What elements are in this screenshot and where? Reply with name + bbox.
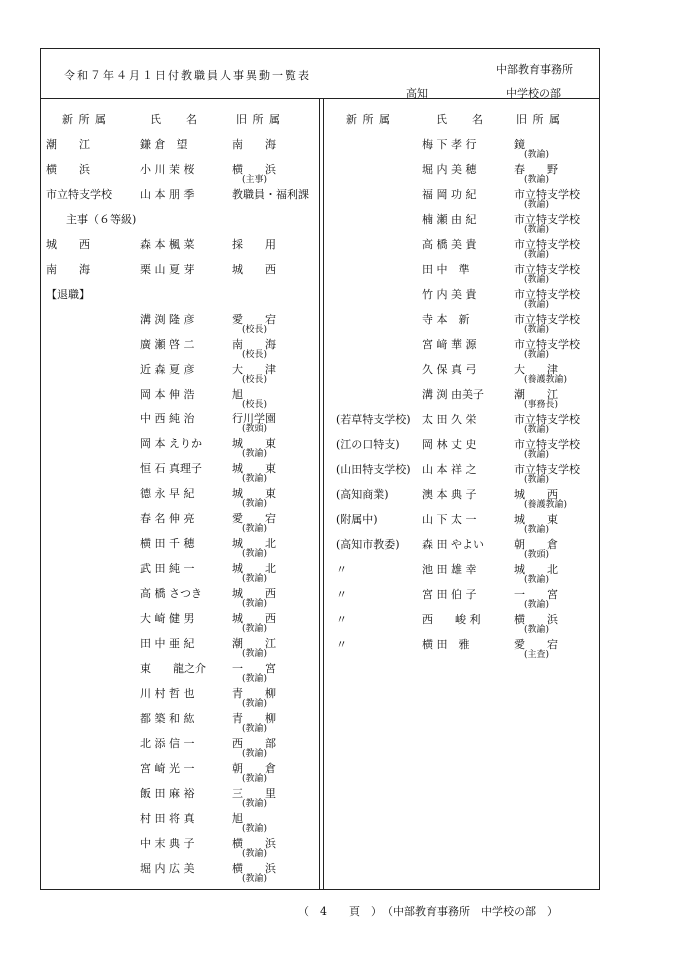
old-affiliation: 市立特支学校 [514, 313, 580, 326]
old-position: (教諭) [242, 599, 268, 610]
old-affiliation: 青 柳 [232, 686, 276, 700]
person-name: 中 末 典 子 [140, 836, 195, 850]
person-name: 溝 渕 隆 彦 [140, 312, 195, 326]
old-affiliation: 市立特支学校 [514, 438, 580, 451]
old-affiliation: 市立特支学校 [514, 188, 580, 201]
old-affiliation: 市立特支学校 [514, 338, 580, 351]
old-affiliation: 横 浜 [232, 861, 276, 875]
person-name: 恒 石 真理子 [140, 462, 202, 476]
new-affiliation: (附属中) [336, 513, 378, 526]
old-affiliation: 城 北 [232, 537, 276, 551]
person-name: 太 田 久 栄 [422, 413, 477, 426]
person-name: 大 崎 健 男 [140, 612, 195, 626]
old-position: (教諭) [242, 673, 268, 684]
old-affiliation: 採 用 [232, 237, 276, 251]
old-affiliation: 潮 江 [514, 388, 558, 401]
new-affiliation: 南 海 [46, 262, 90, 276]
old-affiliation: 潮 江 [232, 637, 276, 650]
person-name: 鎌 倉 望 [140, 138, 188, 151]
old-position: (主査) [524, 650, 550, 660]
new-affiliation: (高知商業) [336, 488, 389, 501]
old-affiliation: 青 柳 [232, 711, 276, 725]
old-affiliation: 城 西 [232, 587, 276, 601]
old-position: (教諭) [242, 624, 268, 635]
old-affiliation: 朝 倉 [232, 761, 276, 775]
person-name: 堀 内 広 美 [140, 861, 195, 875]
person-name: 北 添 信 一 [140, 736, 195, 750]
region-name: 高知 [406, 87, 428, 100]
new-affiliation: 横 浜 [46, 162, 90, 176]
old-affiliation: 大 津 [232, 362, 276, 376]
section-name: 中学校の部 [506, 87, 561, 100]
person-name: 澳 本 典 子 [422, 488, 477, 501]
column-divider-left [319, 98, 320, 890]
person-name: 山 本 祥 之 [422, 463, 477, 476]
old-position: (事務長) [524, 400, 559, 410]
old-position: (教諭) [242, 549, 268, 560]
person-name: 飯 田 麻 裕 [140, 786, 195, 800]
old-position: (教諭) [242, 524, 268, 535]
new-affiliation: 城 西 [46, 237, 90, 251]
old-affiliation: 市立特支学校 [514, 288, 580, 301]
old-position: (教諭) [242, 773, 268, 784]
old-position: (教諭) [524, 350, 550, 360]
old-position: (教諭) [524, 475, 550, 485]
old-affiliation: 市立特支学校 [514, 238, 580, 251]
person-name: 宮 田 伯 子 [422, 588, 477, 601]
old-affiliation: 三 里 [232, 786, 276, 800]
old-position: (教諭) [242, 574, 268, 585]
new-affiliation: 〃 [336, 563, 347, 576]
person-name: 近 森 夏 彦 [140, 362, 195, 376]
old-position: (教諭) [242, 499, 268, 510]
old-affiliation: 鏡 [514, 138, 525, 151]
old-position: (教諭) [242, 823, 268, 834]
new-affiliation: 〃 [336, 588, 347, 601]
old-position: (教諭) [524, 525, 550, 535]
person-name: 西 峻 利 [422, 613, 481, 626]
old-position: (教諭) [242, 474, 268, 485]
new-affiliation: (高知市教委) [336, 538, 400, 551]
person-name: 森 田 やよい [422, 538, 484, 551]
person-name: 武 田 純 一 [140, 562, 195, 576]
new-affiliation: 〃 [336, 638, 347, 651]
old-position: (教諭) [242, 798, 268, 809]
old-affiliation: 城 西 [232, 262, 276, 276]
old-affiliation: 城 東 [232, 462, 276, 476]
person-name: 東 龍之介 [140, 661, 206, 675]
right-header-old: 旧 所 属 [516, 113, 561, 126]
old-position: (主事) [242, 174, 268, 185]
new-affiliation: 主事（６等級) [66, 212, 137, 226]
old-affiliation: 大 津 [514, 363, 558, 376]
person-name: 栗 山 夏 芽 [140, 262, 195, 276]
person-name: 久 保 真 弓 [422, 363, 477, 376]
person-name: 中 西 純 治 [140, 412, 195, 426]
old-affiliation: 城 北 [232, 562, 276, 576]
old-affiliation: 城 北 [514, 563, 558, 576]
old-affiliation: 南 海 [232, 138, 276, 151]
old-position: (養護教諭) [524, 375, 568, 385]
person-name: 都 築 和 紘 [140, 711, 195, 725]
person-name: 堀 内 美 穂 [422, 163, 477, 176]
old-position: (教諭) [524, 450, 550, 460]
old-position: (教諭) [524, 275, 550, 285]
person-name: 森 本 楓 菜 [140, 237, 195, 251]
column-divider-right [323, 98, 324, 890]
old-position: (教諭) [242, 723, 268, 734]
old-affiliation: 横 浜 [232, 836, 276, 850]
person-name: 竹 内 美 貴 [422, 288, 477, 301]
old-position: (教諭) [242, 449, 268, 460]
old-position: (教諭) [242, 748, 268, 759]
person-name: 廣 瀬 啓 二 [140, 337, 195, 351]
person-name: 岡 本 伸 浩 [140, 387, 195, 401]
person-name: 寺 本 新 [422, 313, 470, 326]
old-position: (教諭) [524, 575, 550, 585]
page-footer: （ 4 頁 ） （中部教育事務所 中学校の部 ） [298, 905, 558, 918]
old-position: (教頭) [242, 424, 268, 435]
old-affiliation: 西 部 [232, 736, 276, 750]
person-name: 宮 﨑 華 源 [422, 338, 477, 351]
old-position: (教諭) [524, 325, 550, 335]
new-affiliation: 潮 江 [46, 138, 90, 151]
old-affiliation: 城 西 [514, 488, 558, 501]
old-position: (教諭) [524, 425, 550, 435]
right-header-name: 氏 名 [436, 113, 484, 126]
person-name: 岡 本 えりか [140, 437, 202, 451]
office-name: 中部教育事務所 [496, 63, 573, 76]
old-position: (教頭) [524, 550, 550, 560]
person-name: 岡 林 丈 史 [422, 438, 477, 451]
new-affiliation: (山田特支学校) [336, 463, 411, 476]
old-affiliation: 市立特支学校 [514, 263, 580, 276]
old-affiliation: 愛 宕 [232, 312, 276, 326]
person-name: 小 川 茉 桜 [140, 162, 195, 176]
person-name: 川 村 哲 也 [140, 686, 195, 700]
old-affiliation: 旭 [232, 811, 243, 825]
new-affiliation: 【退職】 [46, 287, 90, 301]
old-position: (教諭) [242, 873, 268, 884]
new-affiliation: (江の口特支) [336, 438, 400, 451]
old-position: (養護教諭) [524, 500, 568, 510]
old-position: (校長) [242, 374, 268, 385]
person-name: 楠 瀬 由 紀 [422, 213, 477, 226]
old-affiliation: 城 東 [232, 437, 276, 451]
person-name: 高 橋 美 貴 [422, 238, 477, 251]
person-name: 山 本 朋 季 [140, 187, 195, 201]
old-position: (教諭) [524, 625, 550, 635]
person-name: 德 永 早 紀 [140, 487, 195, 501]
person-name: 春 名 伸 亮 [140, 512, 195, 526]
old-affiliation: 市立特支学校 [514, 413, 580, 426]
old-position: (校長) [242, 399, 268, 410]
old-affiliation: 旭 [232, 387, 243, 401]
person-name: 村 田 将 真 [140, 811, 195, 825]
old-affiliation: 愛 宕 [232, 512, 276, 526]
person-name: 横 田 雅 [422, 638, 470, 651]
person-name: 福 岡 功 紀 [422, 188, 477, 201]
old-position: (教諭) [242, 649, 268, 659]
person-name: 田 中 亜 紀 [140, 637, 195, 650]
left-header-old: 旧 所 属 [236, 113, 281, 126]
new-affiliation: 〃 [336, 613, 347, 626]
right-header-new: 新 所 属 [346, 113, 391, 126]
old-position: (教諭) [524, 175, 550, 185]
person-name: 山 下 太 一 [422, 513, 477, 526]
old-affiliation: 市立特支学校 [514, 213, 580, 226]
left-header-new: 新 所 属 [62, 113, 107, 126]
new-affiliation: (若草特支学校) [336, 413, 411, 426]
left-header-name: 氏 名 [150, 113, 198, 126]
old-affiliation: 横 浜 [514, 613, 558, 626]
page-title: 令和７年４月１日付教職員人事異動一覧表 [64, 69, 311, 82]
old-affiliation: 城 東 [514, 513, 558, 526]
old-affiliation: 春 野 [514, 163, 558, 176]
old-position: (校長) [242, 324, 268, 335]
old-affiliation: 愛 宕 [514, 638, 558, 651]
old-affiliation: 一 宮 [232, 661, 276, 675]
old-position: (教諭) [242, 848, 268, 859]
old-affiliation: 南 海 [232, 337, 276, 351]
old-position: (教諭) [524, 600, 550, 610]
old-position: (教諭) [524, 300, 550, 310]
person-name: 宮 崎 光 一 [140, 761, 195, 775]
person-name: 溝 渕 由美子 [422, 388, 484, 401]
old-position: (教諭) [524, 250, 550, 260]
old-affiliation: 横 浜 [232, 162, 276, 176]
old-position: (教諭) [524, 150, 550, 160]
old-affiliation: 城 東 [232, 487, 276, 501]
old-position: (教諭) [524, 200, 550, 210]
person-name: 梅 下 孝 行 [422, 138, 477, 151]
person-name: 高 橋 さつき [140, 587, 202, 601]
old-affiliation: 教職員・福利課 [232, 187, 309, 201]
old-affiliation: 一 宮 [514, 588, 558, 601]
old-position: (教諭) [524, 225, 550, 235]
person-name: 田 中 準 [422, 263, 470, 276]
old-position: (教諭) [242, 698, 268, 709]
old-affiliation: 朝 倉 [514, 538, 558, 551]
old-affiliation: 行川学園 [232, 412, 276, 426]
old-affiliation: 城 西 [232, 612, 276, 626]
new-affiliation: 市立特支学校 [46, 187, 112, 201]
person-name: 池 田 雄 幸 [422, 563, 477, 576]
person-name: 横 田 千 穂 [140, 537, 195, 551]
old-position: (校長) [242, 349, 268, 360]
old-affiliation: 市立特支学校 [514, 463, 580, 476]
